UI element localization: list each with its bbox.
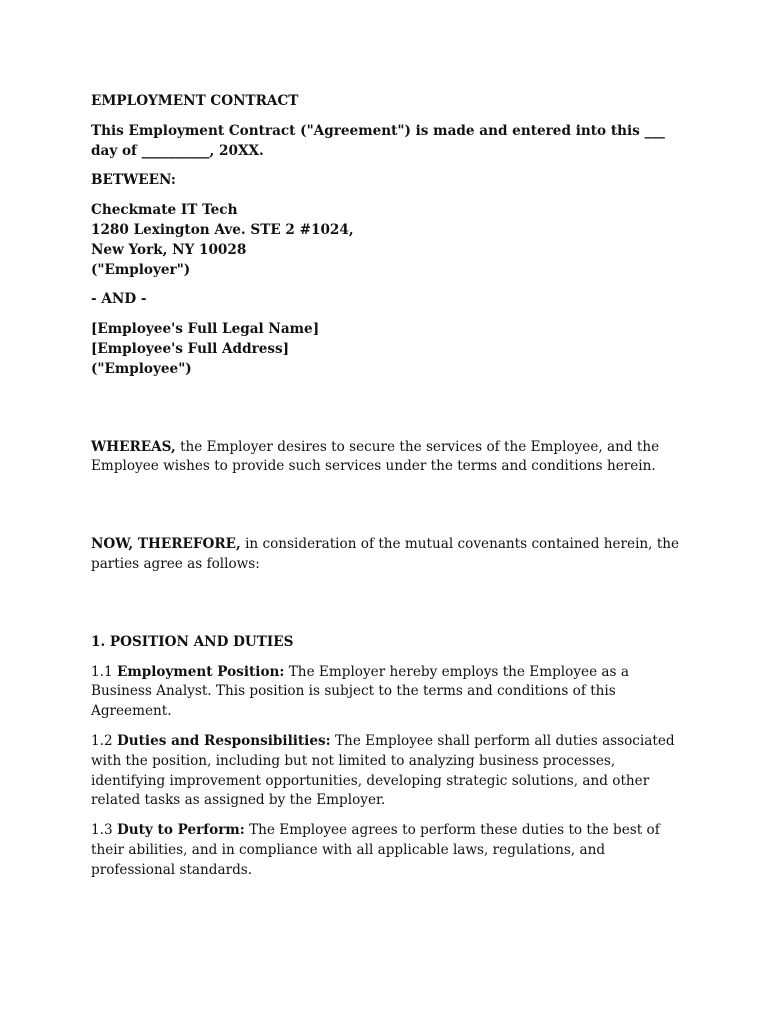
clause-1-1 — [91, 663, 691, 722]
intro-paragraph: This Employment Contract ("Agreement") is made and entered into this ___ day of __________, 20XX. — [91, 122, 665, 159]
between-label: BETWEEN: — [91, 172, 176, 189]
clause-text: The Employer hereby employs the Employee as a Business Analyst. This position is subject to the terms and conditions of this Agreement. — [91, 663, 629, 720]
clause-number: 1.1 — [91, 663, 117, 680]
clause-text: The Employee agrees to perform these duties to the best of their abilities, and in compliance with all applicable laws, regulations, and professional standards. — [91, 822, 660, 878]
whereas-text: the Employer desires to secure the services of the Employee, and the Employee wishes to provide such services under the terms and conditions herein. — [91, 438, 660, 475]
clause-number: 1.2 — [91, 732, 117, 749]
now-therefore-text: in consideration of the mutual covenants contained herein, the parties agree as follows: — [91, 536, 680, 572]
document-title: EMPLOYMENT CONTRACT — [91, 93, 299, 109]
document-page — [91, 92, 691, 881]
employer-address-line1: 1280 Lexington Ave. STE 2 #1024, — [91, 221, 354, 238]
clause-1-3 — [91, 821, 691, 880]
employer-block — [91, 201, 691, 280]
clause-text: The Employee shall perform all duties associated with the position, including but not limited to analyzing business processes, identifying improvement opportunities, developing strategic solutions, and other related tasks as assigned by the Employer. — [91, 732, 675, 809]
now-therefore-paragraph — [91, 535, 691, 575]
clause-title: Duty to Perform: — [116, 822, 245, 839]
clause-title: Employment Position: — [116, 663, 285, 680]
clause-number: 1.3 — [91, 822, 117, 839]
now-therefore-lead: NOW, THEREFORE, — [91, 536, 241, 553]
whereas-paragraph — [91, 438, 691, 478]
employer-role: ("Employer") — [91, 261, 191, 278]
clause-1-2 — [91, 732, 691, 811]
employee-address: [Employee's Full Address] — [91, 340, 290, 357]
whereas-lead: WHEREAS, — [91, 438, 176, 455]
and-label: - AND - — [91, 291, 147, 308]
clause-title: Duties and Responsibilities: — [116, 732, 331, 749]
employee-block — [91, 320, 691, 379]
employee-name: [Employee's Full Legal Name] — [91, 321, 320, 338]
employee-role: ("Employee") — [91, 360, 192, 377]
employer-address-line2: New York, NY 10028 — [91, 241, 247, 258]
section-heading: 1. POSITION AND DUTIES — [91, 633, 294, 650]
employer-name: Checkmate IT Tech — [91, 202, 238, 219]
